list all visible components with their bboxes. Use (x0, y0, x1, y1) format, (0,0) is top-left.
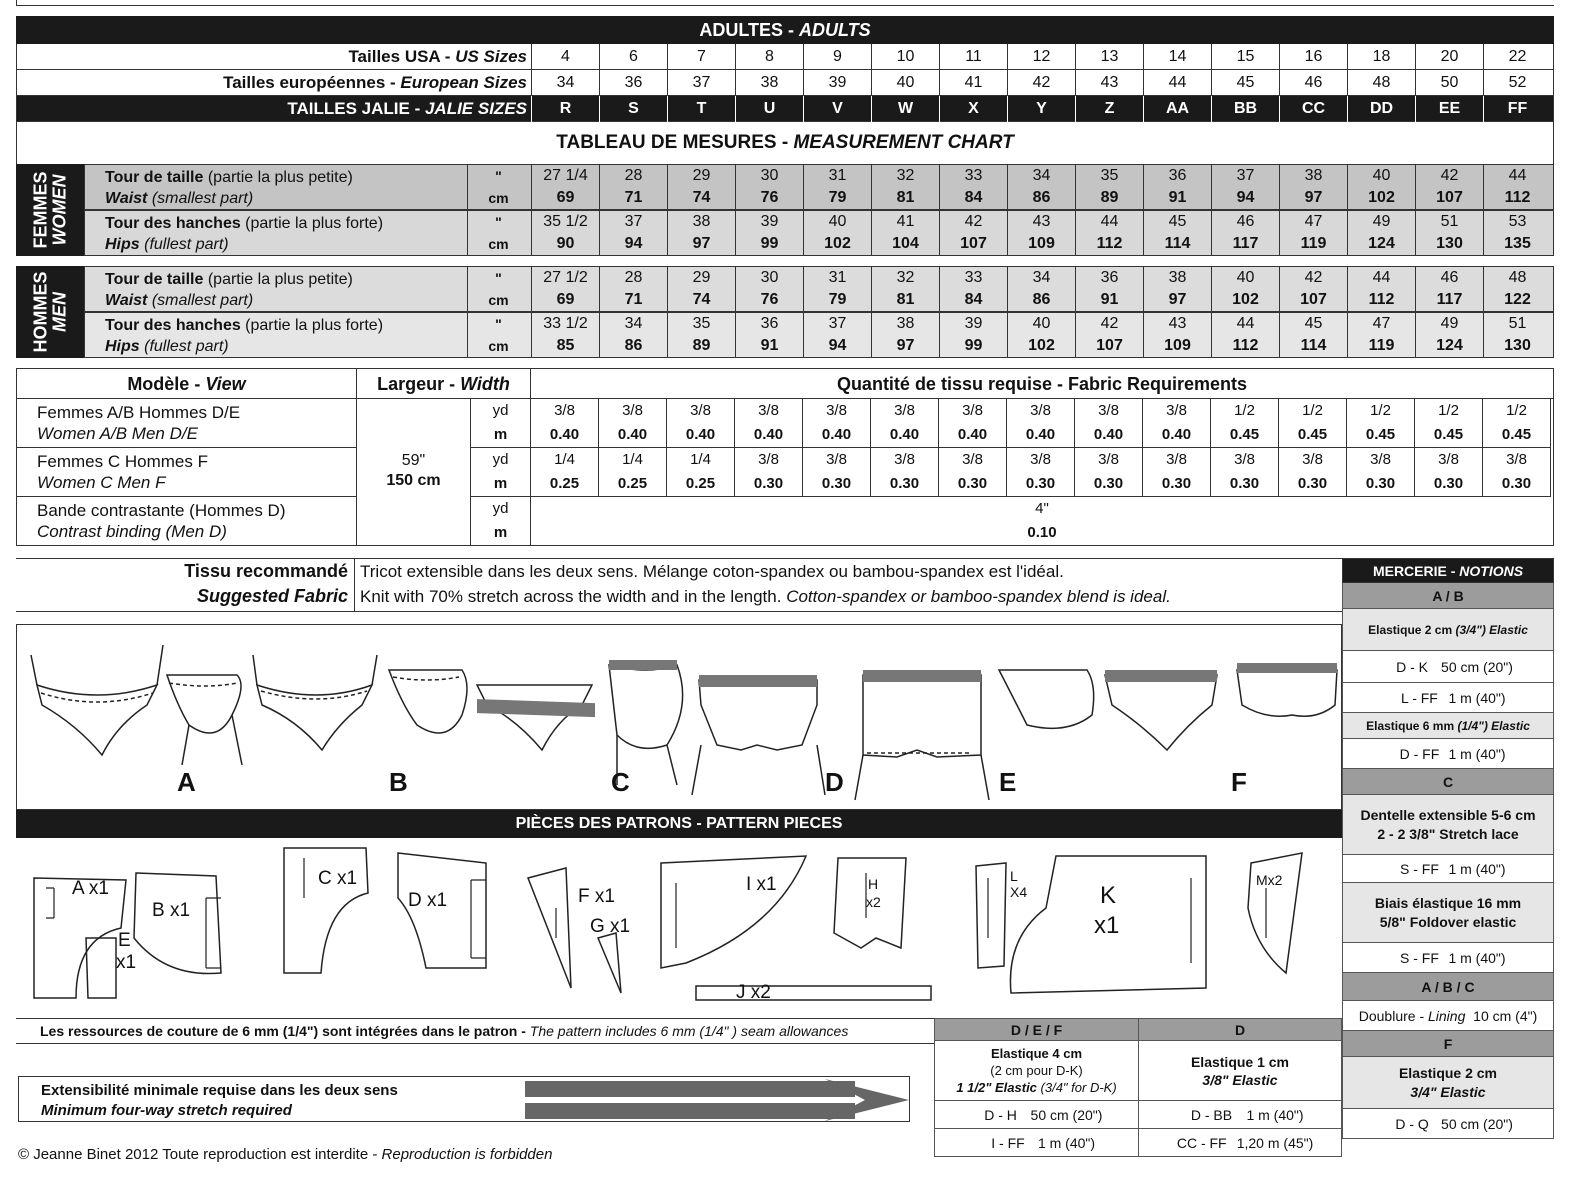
size-cell: 12 (1007, 44, 1075, 70)
measure-cell: 39 99 (939, 313, 1007, 357)
size-cell: 13 (1075, 44, 1143, 70)
fabric-cell: 3/8 0.30 (1143, 448, 1211, 497)
width-header: Largeur - Width (357, 369, 531, 399)
pattern-pieces-header: PIÈCES DES PATRONS - PATTERN PIECES (16, 810, 1342, 838)
fabric-cell: 3/8 0.30 (1483, 448, 1551, 497)
fabric-cell: 3/8 0.30 (735, 448, 803, 497)
fabric-width: 59" 150 cm (357, 399, 471, 545)
fabric-cell: 3/8 0.40 (667, 399, 735, 448)
fabric-cell: 3/8 0.40 (735, 399, 803, 448)
view-header: Modèle - View (17, 369, 357, 399)
size-cell: 7 (667, 44, 735, 70)
pattern-pieces (16, 838, 1342, 1016)
fabric-cell: 3/8 0.40 (1143, 399, 1211, 448)
measure-cell: 37 94 (1211, 165, 1279, 209)
measure-cell: 43 109 (1143, 313, 1211, 357)
measure-cell: 42 107 (939, 211, 1007, 255)
men-side-label: HOMMES MEN (16, 266, 84, 358)
fabric-row-label: Femmes C Hommes F Women C Men F (17, 448, 357, 497)
measure-cell: 44 112 (1211, 313, 1279, 357)
size-cell: BB (1211, 96, 1279, 122)
measure-cell: 37 94 (599, 211, 667, 255)
fabric-cell: 1/2 0.45 (1415, 399, 1483, 448)
size-cell: 36 (599, 70, 667, 96)
jalie-sizes-row (16, 96, 1554, 122)
measure-cell: 33 84 (939, 165, 1007, 209)
pattern-piece-label: x1 (1094, 912, 1120, 939)
measure-label: Tour de taille (partie la plus petite) Waist (smallest part) (105, 271, 353, 309)
pattern-piece-label: H (868, 876, 879, 892)
measure-cell: 45 114 (1143, 211, 1211, 255)
size-row-label: TAILLES JALIE - JALIE SIZES (287, 99, 527, 118)
size-cell: 39 (803, 70, 871, 96)
measure-cell: 53 135 (1483, 211, 1551, 255)
fabric-cell: 3/8 0.40 (939, 399, 1007, 448)
measure-cell: 40 102 (1007, 313, 1075, 357)
women-measure-row (84, 164, 1554, 210)
pattern-piece-label: F x1 (578, 886, 615, 907)
pattern-piece-label: C x1 (318, 868, 358, 889)
size-cell: CC (1279, 96, 1347, 122)
size-cell: Y (1007, 96, 1075, 122)
fabric-cell: 3/8 0.30 (871, 448, 939, 497)
measure-cell: 35 89 (1075, 165, 1143, 209)
fabric-cell: 3/8 0.30 (939, 448, 1007, 497)
measure-cell: 44 112 (1347, 267, 1415, 311)
pattern-piece-label: x2 (866, 894, 881, 910)
size-cell: U (735, 96, 803, 122)
pattern-piece-label: I x1 (746, 874, 777, 895)
copyright: © Jeanne Binet 2012 Toute reproduction est interdite - Reproduction is forbidden (18, 1146, 553, 1163)
view-letter-b: B (389, 767, 408, 797)
measure-cell: 32 81 (871, 165, 939, 209)
size-cell: 34 (531, 70, 599, 96)
size-cell: W (871, 96, 939, 122)
view-sketches (16, 624, 1342, 810)
fabric-unit: yd m (471, 448, 531, 497)
size-cell: 45 (1211, 70, 1279, 96)
fabric-cell: 1/2 0.45 (1347, 399, 1415, 448)
size-cell: 43 (1075, 70, 1143, 96)
size-cell: EE (1415, 96, 1483, 122)
notions-d-header: D (1139, 1019, 1342, 1041)
notions-header: MERCERIE - NOTIONS (1343, 559, 1554, 583)
pattern-piece-label: E (118, 930, 131, 951)
view-letter-d: D (825, 767, 844, 797)
size-cell: 38 (735, 70, 803, 96)
measure-cell: 40 102 (1211, 267, 1279, 311)
size-cell: AA (1143, 96, 1211, 122)
fabric-requirements (16, 368, 1554, 546)
stretch-requirement: Extensibilité minimale requise dans les deux sens Minimum four-way stretch required (18, 1076, 910, 1122)
measure-cell: 27 1/4 69 (531, 165, 599, 209)
measure-cell: 38 97 (871, 313, 939, 357)
women-measure-row (84, 210, 1554, 256)
measure-cell: 40 102 (803, 211, 871, 255)
men-measure-row (84, 266, 1554, 312)
size-cell: 46 (1279, 70, 1347, 96)
measure-cell: 40 102 (1347, 165, 1415, 209)
fabric-cell: 3/8 0.30 (1347, 448, 1415, 497)
size-cell: 4 (531, 44, 599, 70)
chart-title: TABLEAU DE MESURES - MEASUREMENT CHART (16, 122, 1554, 164)
fabric-cell: 1/4 0.25 (531, 448, 599, 497)
measure-cell: 38 97 (1279, 165, 1347, 209)
measure-cell: 51 130 (1415, 211, 1483, 255)
unit-label: " cm (467, 267, 529, 311)
measure-label: Tour de taille (partie la plus petite) Waist (smallest part) (105, 169, 353, 207)
measure-cell: 43 109 (1007, 211, 1075, 255)
fabric-cell: 3/8 0.30 (1279, 448, 1347, 497)
measure-cell: 32 81 (871, 267, 939, 311)
pattern-piece-label: X4 (1010, 884, 1028, 900)
measure-cell: 46 117 (1415, 267, 1483, 311)
measure-cell: 31 79 (803, 165, 871, 209)
size-cell: 50 (1415, 70, 1483, 96)
pattern-piece-label: K (1100, 882, 1117, 909)
fabric-cell: 3/8 0.40 (871, 399, 939, 448)
size-cell: 10 (871, 44, 939, 70)
size-cell: 22 (1483, 44, 1551, 70)
us-sizes-row (16, 44, 1554, 70)
notions-def-table: D / E / F D Elastique 4 cm (2 cm pour D-K) 1 1/2" Elastic (3/4" for D-K) Elastique 1 cm 3/8" Elastic D - H 50 cm (20") D - BB 1 m (40") I - FF 1 m (40") CC - FF 1,20 m (45") (934, 1018, 1342, 1160)
size-cell: X (939, 96, 1007, 122)
measure-cell: 33 1/2 85 (531, 313, 599, 357)
fabric-cell: 3/8 0.40 (803, 399, 871, 448)
fabric-cell: 3/8 0.30 (1211, 448, 1279, 497)
pattern-piece-label: J x2 (736, 982, 771, 1003)
measure-cell: 36 91 (1143, 165, 1211, 209)
fabric-unit: yd m (471, 399, 531, 448)
size-cell: 48 (1347, 70, 1415, 96)
pattern-piece-label: x1 (116, 952, 137, 973)
size-cell: 52 (1483, 70, 1551, 96)
fabric-cell: 1/2 0.45 (1211, 399, 1279, 448)
size-cell: S (599, 96, 667, 122)
size-cell: V (803, 96, 871, 122)
measure-label: Tour des hanches (partie la plus forte) Hips (fullest part) (105, 215, 384, 253)
measure-cell: 45 114 (1279, 313, 1347, 357)
fabric-cell: 3/8 0.40 (531, 399, 599, 448)
unit-label: " cm (467, 165, 529, 209)
size-cell: Z (1075, 96, 1143, 122)
size-cell: 6 (599, 44, 667, 70)
size-cell: 15 (1211, 44, 1279, 70)
measure-cell: 44 112 (1075, 211, 1143, 255)
men-measurements (16, 266, 1554, 358)
pattern-piece-label: D x1 (408, 890, 448, 911)
european-sizes-row (16, 70, 1554, 96)
women-measurements (16, 164, 1554, 256)
size-cell: 8 (735, 44, 803, 70)
measure-cell: 49 124 (1347, 211, 1415, 255)
pattern-piece-label: L (1010, 868, 1018, 884)
fabric-cell: 3/8 0.30 (1007, 448, 1075, 497)
suggested-fabric: Tissu recommandé Suggested Fabric Tricot extensible dans les deux sens. Mélange coton-spandex ou bambou-spandex est l'idéal. Knit with 70% stretch across the width and in the length. Cotton-spandex or bamboo-spandex blend is ideal. (16, 558, 1342, 612)
measure-cell: 47 119 (1279, 211, 1347, 255)
size-cell: 37 (667, 70, 735, 96)
measure-cell: 47 119 (1347, 313, 1415, 357)
size-cell: 9 (803, 44, 871, 70)
measure-cell: 29 74 (667, 267, 735, 311)
contrast-binding-cell: 4" 0.10 (1027, 500, 1057, 541)
measure-cell: 28 71 (599, 165, 667, 209)
pattern-piece-label: B x1 (152, 900, 191, 921)
measure-cell: 30 76 (735, 165, 803, 209)
measure-cell: 27 1/2 69 (531, 267, 599, 311)
measure-cell: 38 97 (1143, 267, 1211, 311)
measure-cell: 35 1/2 90 (531, 211, 599, 255)
women-side-label: FEMMES WOMEN (16, 164, 84, 256)
size-cell: 18 (1347, 44, 1415, 70)
seam-allowance-note: Les ressources de couture de 6 mm (1/4") sont intégrées dans le patron - The pattern includes 6 mm (1/4" ) seam allowances (16, 1018, 934, 1044)
pattern-piece-label: G x1 (590, 916, 631, 937)
fabric-row-label: Bande contrastante (Hommes D) Contrast binding (Men D) (17, 497, 357, 546)
measure-cell: 36 91 (1075, 267, 1143, 311)
size-cell: 14 (1143, 44, 1211, 70)
size-row-label: Tailles USA - US Sizes (348, 47, 527, 66)
measure-cell: 51 130 (1483, 313, 1551, 357)
adults-header: ADULTES - ADULTS (16, 16, 1554, 44)
size-cell: 40 (871, 70, 939, 96)
pattern-piece-label: Mx2 (1256, 872, 1283, 888)
fabric-cell: 3/8 0.40 (1075, 399, 1143, 448)
size-cell: FF (1483, 96, 1551, 122)
size-cell: 44 (1143, 70, 1211, 96)
measure-cell: 42 107 (1415, 165, 1483, 209)
fabric-cell: 3/8 0.40 (1007, 399, 1075, 448)
measure-cell: 34 86 (1007, 267, 1075, 311)
fabric-row-label: Femmes A/B Hommes D/E Women A/B Men D/E (17, 399, 357, 448)
view-letter-f: F (1231, 767, 1247, 797)
stretch-arrow-icon (525, 1079, 909, 1121)
measure-cell: 35 89 (667, 313, 735, 357)
size-cell: 11 (939, 44, 1007, 70)
measure-cell: 44 112 (1483, 165, 1551, 209)
measure-cell: 39 99 (735, 211, 803, 255)
measure-cell: 49 124 (1415, 313, 1483, 357)
measure-cell: 48 122 (1483, 267, 1551, 311)
fabric-cell: 3/8 0.40 (599, 399, 667, 448)
measure-cell: 38 97 (667, 211, 735, 255)
measure-cell: 34 86 (599, 313, 667, 357)
size-row-label: Tailles européennes - European Sizes (223, 73, 527, 92)
requirements-header: Quantité de tissu requise - Fabric Requirements (836, 374, 1248, 394)
measure-cell: 33 84 (939, 267, 1007, 311)
notions-def-header: D / E / F (935, 1019, 1139, 1041)
garment-illustrations (17, 625, 1342, 810)
measure-cell: 42 107 (1075, 313, 1143, 357)
view-letter-c: C (611, 767, 630, 797)
size-cell: 16 (1279, 44, 1347, 70)
measure-cell: 46 117 (1211, 211, 1279, 255)
size-cell: T (667, 96, 735, 122)
pattern-piece-label: A x1 (72, 878, 109, 899)
measure-label: Tour des hanches (partie la plus forte) Hips (fullest part) (105, 317, 384, 355)
fabric-cell: 3/8 0.30 (803, 448, 871, 497)
fabric-cell: 3/8 0.30 (1415, 448, 1483, 497)
measure-cell: 36 91 (735, 313, 803, 357)
fabric-cell: 1/4 0.25 (599, 448, 667, 497)
measure-cell: 30 76 (735, 267, 803, 311)
measure-cell: 37 94 (803, 313, 871, 357)
notions-column: MERCERIE - NOTIONS A / B Elastique 2 cm (3/4") Elastic D - K 50 cm (20") L - FF 1 m (40") Elastique 6 mm (1/4") Elastic D - FF 1 m (40") C Dentelle extensible 5-6 cm 2 - 2 3/8" Stretch lace S - FF 1 m (40") Biais élastique 16 mm 5/8" Foldover elastic S - FF 1 m (40") A / B / C Doublure - Lining 10 cm (4") F Elastique 2 cm 3/4" Elastic D - Q 50 cm (20") (1342, 558, 1554, 1139)
measure-cell: 41 104 (871, 211, 939, 255)
measure-cell: 29 74 (667, 165, 735, 209)
fabric-cell: 1/4 0.25 (667, 448, 735, 497)
size-cell: 42 (1007, 70, 1075, 96)
measure-cell: 34 86 (1007, 165, 1075, 209)
unit-label: " cm (467, 313, 529, 357)
measure-cell: 42 107 (1279, 267, 1347, 311)
measure-cell: 28 71 (599, 267, 667, 311)
men-measure-row (84, 312, 1554, 358)
fabric-cell: 1/2 0.45 (1279, 399, 1347, 448)
unit-label: " cm (467, 211, 529, 255)
fabric-unit: yd m (471, 497, 531, 546)
size-cell: 41 (939, 70, 1007, 96)
size-cell: R (531, 96, 599, 122)
fabric-cell: 1/2 0.45 (1483, 399, 1551, 448)
view-letter-a: A (177, 767, 196, 797)
pattern-piece-outlines (16, 838, 1342, 1016)
size-cell: DD (1347, 96, 1415, 122)
measure-cell: 31 79 (803, 267, 871, 311)
fabric-cell: 3/8 0.30 (1075, 448, 1143, 497)
view-letter-e: E (999, 767, 1017, 797)
size-cell: 20 (1415, 44, 1483, 70)
